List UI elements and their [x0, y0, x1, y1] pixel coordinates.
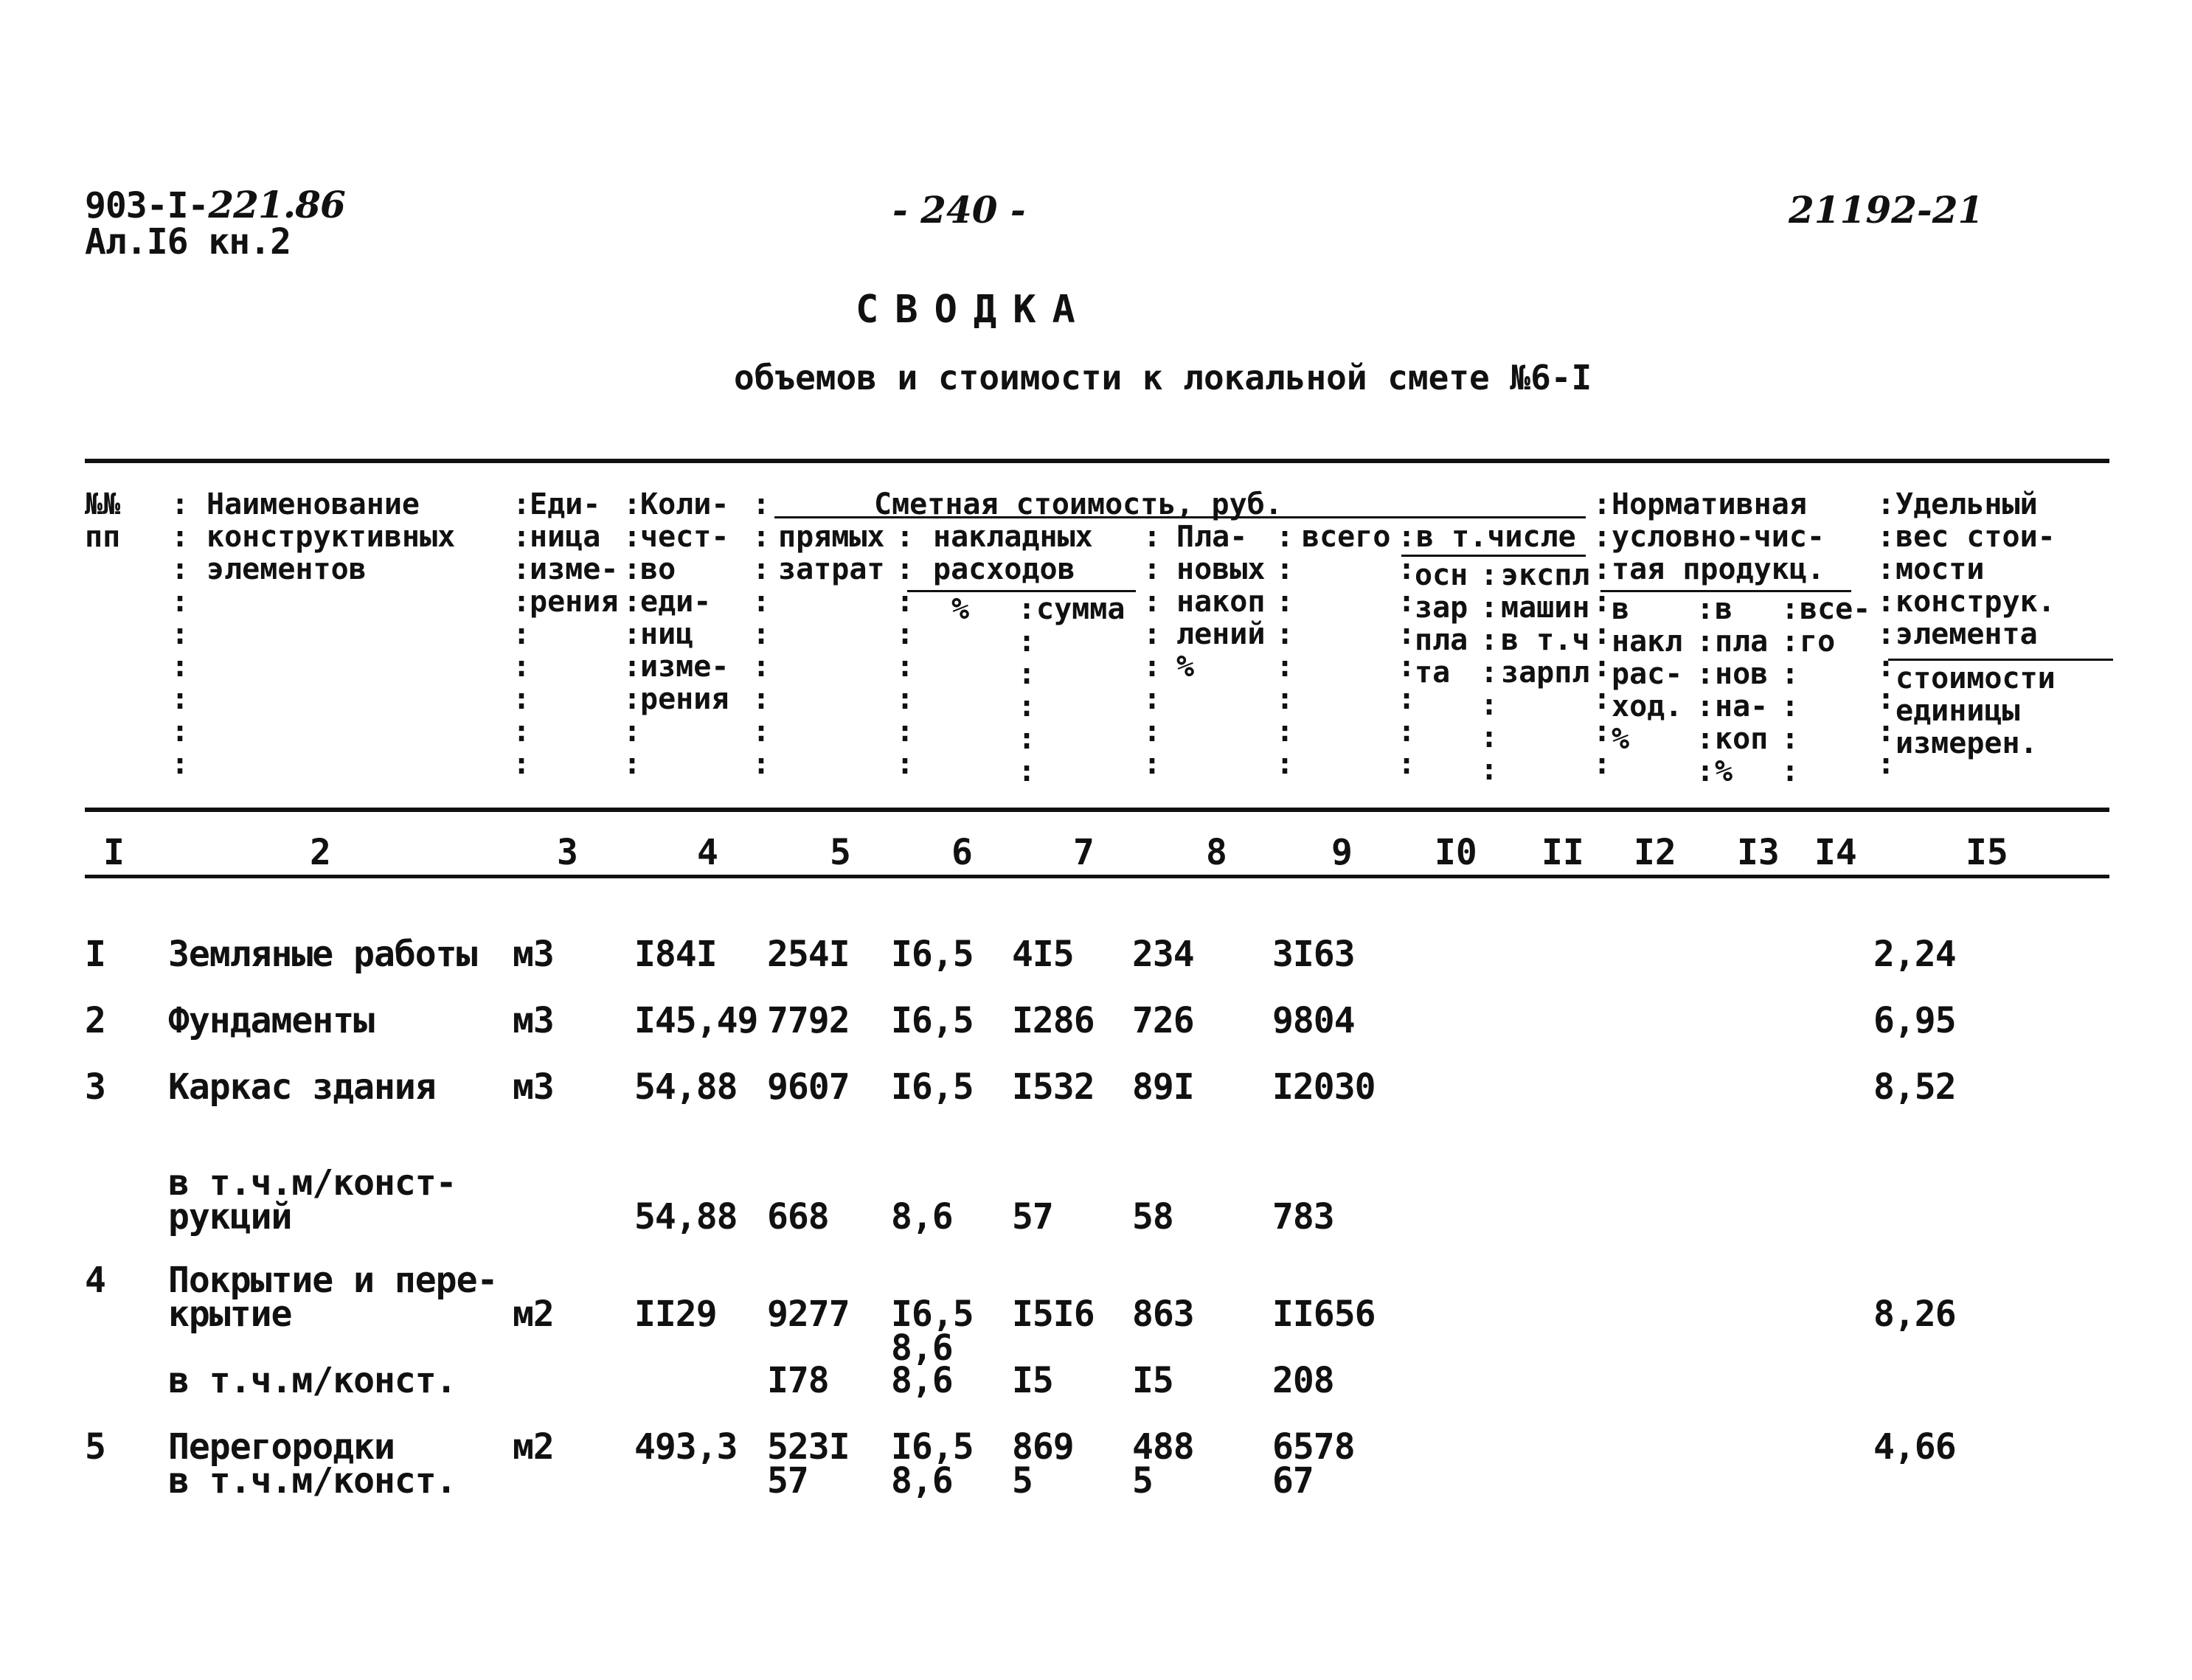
overhead-sum: I5	[1012, 1360, 1053, 1401]
overhead-percent: I6,5	[891, 1294, 974, 1335]
column-number: I	[103, 832, 125, 873]
overhead-percent: I6,5	[891, 1426, 974, 1468]
overhead-percent: I6,5	[891, 1000, 974, 1041]
header-separator: : : : : : :	[1018, 592, 1036, 788]
overhead-sum: 57	[1012, 1196, 1053, 1238]
planned-accumulations: 234	[1132, 934, 1194, 975]
column-number: II	[1541, 832, 1584, 873]
document-code	[85, 183, 345, 226]
specific-weight: 8,52	[1873, 1066, 1956, 1108]
planned-accumulations: 863	[1132, 1294, 1194, 1335]
row-number: 5	[85, 1426, 105, 1468]
header-col-3: Еди- ница изме- рения	[530, 487, 619, 619]
column-number: 6	[951, 832, 973, 873]
overhead-percent: 8,6	[891, 1460, 953, 1502]
column-number: I3	[1737, 832, 1780, 873]
direct-costs: 523I	[767, 1426, 850, 1468]
specific-weight: 8,26	[1873, 1294, 1956, 1335]
element-name: Каркас здания	[168, 1066, 436, 1108]
quantity: 54,88	[634, 1196, 738, 1238]
document-number: 21192-21	[1789, 188, 1984, 232]
total-cost: 6578	[1272, 1426, 1355, 1468]
table-top-rule	[85, 459, 2109, 463]
header-group-incl: в т.числе	[1416, 520, 1576, 554]
overhead-percent: 8,6	[891, 1196, 953, 1238]
direct-costs: I78	[767, 1360, 829, 1401]
quantity: 54,88	[634, 1066, 738, 1108]
element-name: в т.ч.м/конст.	[168, 1360, 457, 1401]
unit-of-measure: м3	[513, 1066, 554, 1108]
document-title: СВОДКА	[856, 288, 1092, 332]
document-code-prefix: 903-I-	[85, 185, 209, 226]
header-separator: : : : : : : : : :	[171, 487, 190, 781]
element-name: в т.ч.м/конст.	[168, 1460, 457, 1502]
document-code-handwritten: 221.86	[208, 183, 345, 226]
column-number: I0	[1435, 832, 1477, 873]
header-col-9: всего	[1302, 520, 1391, 554]
header-group-norm: Нормативная условно-чис- тая продукц.	[1612, 487, 1825, 586]
overhead-sum: I286	[1012, 1000, 1095, 1041]
unit-of-measure: м2	[513, 1294, 554, 1335]
element-name: рукций	[168, 1196, 292, 1238]
header-separator: : : : : : : : :	[1143, 520, 1162, 781]
header-separator: : : : : : : : : :	[752, 487, 771, 781]
total-cost: 3I63	[1272, 934, 1355, 975]
header-separator: : : : : : : : :	[1276, 520, 1294, 781]
direct-costs: 668	[767, 1196, 829, 1238]
planned-accumulations: 89I	[1132, 1066, 1194, 1108]
total-cost: 9804	[1272, 1000, 1355, 1041]
header-col-2: Наименование конструктивных элементов	[207, 487, 456, 586]
column-number: 8	[1206, 832, 1227, 873]
page-number: - 240 -	[892, 188, 1026, 232]
table-header-rule	[85, 808, 2109, 812]
header-col-12: в накл рас- ход. %	[1612, 592, 1683, 756]
header-col-1: №№ пп	[85, 487, 121, 554]
header-col-14: все- го	[1800, 592, 1871, 659]
total-cost: 67	[1272, 1460, 1314, 1502]
element-name: Фундаменты	[168, 1000, 374, 1041]
row-number: 3	[85, 1066, 105, 1108]
column-number: 7	[1073, 832, 1095, 873]
planned-accumulations: 726	[1132, 1000, 1194, 1041]
total-cost: I2030	[1272, 1066, 1376, 1108]
element-name: Покрытие и пере-	[168, 1260, 498, 1301]
header-group-cost: Сметная стоимость, руб.	[874, 487, 1283, 521]
unit-of-measure: м3	[513, 1000, 554, 1041]
planned-accumulations: I5	[1132, 1360, 1173, 1401]
row-number: 2	[85, 1000, 105, 1041]
direct-costs: 9277	[767, 1294, 850, 1335]
overhead-percent: I6,5	[891, 1066, 974, 1108]
overhead-sum: I5I6	[1012, 1294, 1095, 1335]
header-separator: : : : : : : : : :	[1877, 487, 1896, 781]
element-name: Перегородки	[168, 1426, 395, 1468]
column-numbers-rule	[85, 875, 2109, 878]
unit-of-measure: м2	[513, 1426, 554, 1468]
header-col-6: %	[951, 592, 970, 626]
quantity: 493,3	[634, 1426, 738, 1468]
column-number: 9	[1331, 832, 1353, 873]
header-col-10: осн зар пла та	[1415, 558, 1468, 690]
header-separator: : : : : : : : :	[896, 520, 915, 781]
total-cost: 783	[1272, 1196, 1334, 1238]
direct-costs: 57	[767, 1460, 808, 1502]
header-separator: : : : : : : : :	[1398, 520, 1416, 781]
element-name: крытие	[168, 1294, 292, 1335]
planned-accumulations: 58	[1132, 1196, 1173, 1238]
header-col-13: в пла нов на- коп %	[1715, 592, 1769, 788]
direct-costs: 254I	[767, 934, 850, 975]
specific-weight-divider	[1888, 659, 2113, 661]
overhead-percent: 8,6	[891, 1360, 953, 1401]
incl-group-underline	[1401, 555, 1586, 557]
header-col-15: Удельный вес стои- мости конструк. элемента	[1896, 487, 2056, 651]
direct-costs: 7792	[767, 1000, 850, 1041]
planned-accumulations: 5	[1132, 1460, 1153, 1502]
specific-weight: 2,24	[1873, 934, 1956, 975]
unit-of-measure: м3	[513, 934, 554, 975]
overhead-sum: 869	[1012, 1426, 1074, 1468]
header-separator: : : : : : : :	[1480, 558, 1499, 787]
header-col-4: Коли- чест- во еди- ниц изме- рения	[640, 487, 729, 716]
element-name: в т.ч.м/конст-	[168, 1162, 457, 1204]
header-col-11: экспл машин в т.ч зарпл	[1501, 558, 1590, 690]
quantity: I84I	[634, 934, 717, 975]
overhead-sum: 4I5	[1012, 934, 1074, 975]
specific-weight: 4,66	[1873, 1426, 1956, 1468]
column-number: I5	[1966, 832, 2008, 873]
header-separator: : : : : : :	[1781, 592, 1800, 788]
overhead-percent: 8,6	[891, 1327, 953, 1369]
header-separator: : : : : : : : : :	[1593, 487, 1612, 781]
column-number: I2	[1634, 832, 1676, 873]
header-separator: : : : : : : : : :	[623, 487, 642, 781]
column-number: 3	[557, 832, 578, 873]
header-col-7: сумма	[1036, 592, 1126, 626]
overhead-sum: 5	[1012, 1460, 1033, 1502]
header-separator: : : : : : : : : :	[513, 487, 531, 781]
overhead-percent: I6,5	[891, 934, 974, 975]
quantity: II29	[634, 1294, 717, 1335]
header-group-overhead: накладных расходов	[933, 520, 1093, 586]
column-number: 5	[830, 832, 851, 873]
column-number: 4	[697, 832, 718, 873]
header-col-15-bottom: стоимости единицы измерен.	[1896, 662, 2056, 760]
header-col-8: Пла- новых накоп лений %	[1176, 520, 1266, 684]
document-subtitle: объемов и стоимости к локальной смете №6-I	[734, 358, 1592, 398]
element-name: Земляные работы	[168, 934, 477, 975]
row-number: 4	[85, 1260, 105, 1301]
planned-accumulations: 488	[1132, 1426, 1194, 1468]
total-cost: II656	[1272, 1294, 1376, 1335]
header-col-5: прямых затрат	[778, 520, 885, 586]
specific-weight: 6,95	[1873, 1000, 1956, 1041]
header-separator: : : : : : :	[1696, 592, 1715, 788]
column-number: 2	[310, 832, 331, 873]
sheet-reference: Ал.I6 кн.2	[85, 221, 291, 263]
direct-costs: 9607	[767, 1066, 850, 1108]
quantity: I45,49	[634, 1000, 758, 1041]
total-cost: 208	[1272, 1360, 1334, 1401]
column-number: I4	[1814, 832, 1857, 873]
row-number: I	[85, 934, 105, 975]
overhead-sum: I532	[1012, 1066, 1095, 1108]
